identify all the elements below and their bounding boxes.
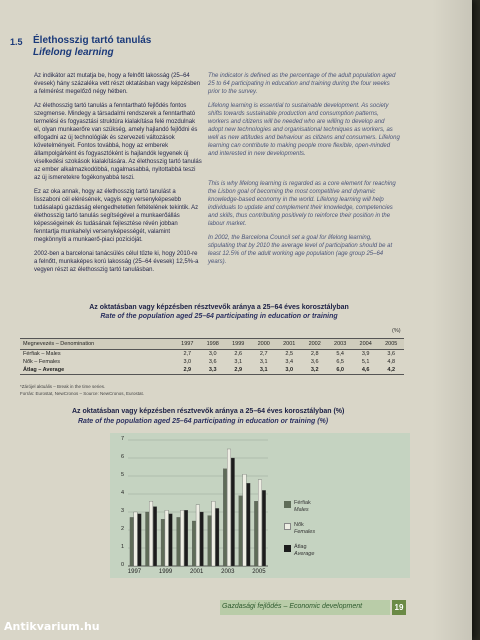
bar-average-2002 xyxy=(216,508,219,566)
right-paragraph: In 2002, the Barcelona Council set a goal for lifelong learning, stipulating that by 2010 the average level of participation should be at least 12.5% of the adult working age population (age group 25–64 years). xyxy=(208,235,393,265)
table-header-year: 2005 xyxy=(378,339,404,350)
table-cell: 3,6 xyxy=(387,351,396,357)
table-cell: 3,0 xyxy=(183,359,192,365)
table-cell: 6,5 xyxy=(336,359,344,365)
right-paragraph: This is why lifelong learning is regarded as a core element for reaching the Lisbon goal of becoming the most competitive and dynamic knowledge-based economy in the world. Lifelong learning will help individuals to update and complement their knowledge, competencies and skills, thus contributing positively to reinforce their position in the labour market. xyxy=(208,181,396,227)
bar-average-1999 xyxy=(169,514,172,566)
table-header-year: 2002 xyxy=(302,339,327,350)
bar-average-1997 xyxy=(138,514,141,566)
table-header-year: 2001 xyxy=(276,339,301,350)
table-title-en: Rate of the population aged 25–64 participating in education or training xyxy=(100,313,338,320)
table-cell: 2,7 xyxy=(183,351,192,357)
section-title-hu: Élethosszig tartó tanulás xyxy=(33,35,152,46)
table-header-year: 1997 xyxy=(175,339,200,350)
bar-average-2003 xyxy=(231,458,234,566)
chart-subtitle: Rate of the population aged 25–64 participating in education or training (%) xyxy=(78,418,329,425)
left-paragraph: 2002-ben a barcelonai tanácsülés célul tűzte ki, hogy 2010-re a felnőtt, munkaképes korú lakosság (25–64 évesek) 12,5%-a vegyen részt az élethosszig tartó tanulásban. xyxy=(34,251,199,273)
left-paragraph: Az élethosszig tartó tanulás a fenntartható fejlődés fontos szegmense. Mindegy a társadalmi rendszerek a fenntartható termelési és fogyasztási struktúra kialakítása felé mozdulnak el, olyan munkaerőre van szükség, amely hajlandó fejlődni és elfogadni az új technológiák és szervezeti változások követelményeit. Fontos továbbá, hogy az emberek állampolgárként és fogyasztóként is hajlandók legyenek új viselkedési szokások kialakítására. Az élethosszig tartó tanulás az ember alkalmazkodóbbá, rugalmasabbá, nyitottabbá teszi az új ismeretekre fogékonyabbá teszi. xyxy=(34,103,202,181)
row-label: Férfiak – Males xyxy=(23,351,61,357)
right-paragraph: Lifelong learning is essential to sustainable development. As society shifts towards sustainable production and consumption patterns, workers and citizens will be needed who are willing to develop and adopt new technologies and organisational techniques as workers, as well as new attitudes and behaviour as citizens and consumers. Lifelong learning can contribute to making people more flexible, open-minded and interested in new developments. xyxy=(208,103,400,157)
table-cell: 3,1 xyxy=(259,359,268,365)
bar-females-1998 xyxy=(149,501,152,566)
table-cell: 4,2 xyxy=(378,366,404,375)
bar-average-1998 xyxy=(153,507,156,566)
table-cell: 6,0 xyxy=(327,366,352,375)
bar-average-2001 xyxy=(200,512,203,566)
bar-females-2003 xyxy=(227,449,230,566)
y-tick-label: 1 xyxy=(120,544,124,550)
row-label: Nők – Females xyxy=(23,359,60,365)
left-paragraph: Az indikátor azt mutatja be, hogy a felnőtt lakosság (25–64 évesek) hány százaléka vett részt oktatásban vagy képzésben a felmérést megelőző négy hétben. xyxy=(34,73,201,95)
x-tick-label: 2003 xyxy=(221,569,235,575)
table-cell: 3,1 xyxy=(234,359,243,365)
legend-label xyxy=(294,522,315,536)
y-tick-label: 6 xyxy=(120,454,124,460)
legend-label xyxy=(294,544,314,558)
table-cell: 2,8 xyxy=(310,351,319,357)
legend-label-en: Average xyxy=(294,551,315,557)
bar-males-2004 xyxy=(239,496,242,566)
table-title-hu: Az oktatásban vagy képzésben résztvevők aránya a 25–64 éves korosztályban xyxy=(89,304,349,311)
table-cell: 2,9 xyxy=(175,366,200,375)
bar-females-2004 xyxy=(243,474,246,566)
legend-swatch xyxy=(284,523,291,530)
x-tick-label: 2005 xyxy=(252,569,266,575)
table-cell: 3,6 xyxy=(310,359,319,365)
table-cell: 5,4 xyxy=(336,351,344,357)
bar-males-2003 xyxy=(223,469,226,566)
bar-males-1997 xyxy=(130,517,133,566)
y-tick-label: 3 xyxy=(120,508,124,514)
bar-males-2002 xyxy=(208,516,211,566)
footer-text: Gazdasági fejlődés – Economic development xyxy=(222,603,363,610)
legend-label xyxy=(294,500,311,514)
bar-females-2005 xyxy=(258,480,261,566)
table-cell: 4,6 xyxy=(353,366,378,375)
legend-label-en: Males xyxy=(294,507,309,513)
table-header-year: 2003 xyxy=(327,339,352,350)
section-number: 1.5 xyxy=(10,37,23,47)
bar-males-2000 xyxy=(177,517,180,566)
bar-females-1997 xyxy=(134,512,137,566)
table-cell: 5,1 xyxy=(361,359,370,365)
bar-females-2002 xyxy=(212,501,215,566)
legend-swatch xyxy=(284,545,291,552)
legend-label-hu: Férfiak xyxy=(294,500,311,506)
table-cell: 2,7 xyxy=(259,351,268,357)
table-cell: 2,5 xyxy=(285,351,294,357)
bar-average-2005 xyxy=(262,490,265,566)
bar-females-2001 xyxy=(196,505,199,566)
y-tick-label: 0 xyxy=(120,562,124,568)
table-header-year: 1999 xyxy=(226,339,251,350)
table-cell: 3,9 xyxy=(361,351,370,357)
bar-males-2005 xyxy=(254,501,257,566)
table-cell: 3,1 xyxy=(251,366,276,375)
table-cell: 2,6 xyxy=(234,351,243,357)
table-cell: 3,6 xyxy=(208,359,217,365)
legend-label-hu: Nők xyxy=(294,522,304,528)
table-cell: 2,9 xyxy=(226,366,251,375)
table-note: *Zárójel aktuális – Break in the time series. xyxy=(20,384,106,389)
section-title-en: Lifelong learning xyxy=(33,47,114,58)
table-header-year: 1998 xyxy=(200,339,225,350)
bar-average-2004 xyxy=(247,483,250,566)
chart-title: Az oktatásban vagy képzésben résztvevők aránya a 25–64 éves korosztályban (%) xyxy=(72,408,345,415)
table-cell: 3,4 xyxy=(285,359,294,365)
bar-males-2001 xyxy=(192,521,195,566)
table-cell: 3,2 xyxy=(302,366,327,375)
table-source: Forrás: Eurostat, NewCronos – Source: NewCronos, Eurostat. xyxy=(20,391,145,396)
x-tick-label: 1997 xyxy=(127,569,142,575)
table-cell: 4,8 xyxy=(387,359,396,365)
bar-males-1998 xyxy=(146,512,149,566)
legend-label-en: Females xyxy=(294,529,316,535)
table-header-year: 2004 xyxy=(353,339,378,350)
page-number: 19 xyxy=(392,600,406,615)
table-cell: 3,0 xyxy=(208,351,217,357)
table-unit: (%) xyxy=(392,328,401,334)
legend-swatch xyxy=(284,501,291,508)
y-tick-label: 5 xyxy=(120,472,124,478)
table-cell: 3,0 xyxy=(276,366,301,375)
watermark-text: Antikvarium.hu xyxy=(4,620,100,633)
table-header-year: 2000 xyxy=(251,339,276,350)
y-tick-label: 4 xyxy=(120,490,124,496)
x-tick-label: 2001 xyxy=(190,569,204,575)
y-tick-label: 2 xyxy=(120,526,124,532)
y-tick-label: 7 xyxy=(120,436,124,442)
bar-females-1999 xyxy=(165,510,168,566)
bar-average-2000 xyxy=(184,510,187,566)
table-header-label: Megnevezés – Denomination xyxy=(20,339,175,350)
bar-males-1999 xyxy=(161,519,164,566)
bar-females-2000 xyxy=(181,510,184,566)
row-label: Átlag – Average xyxy=(20,366,175,375)
x-tick-label: 1999 xyxy=(158,569,173,575)
legend-label-hu: Átlag xyxy=(294,544,307,550)
right-paragraph: The indicator is defined as the percentage of the adult population aged 25 to 64 participating in education and training during the four weeks prior to the survey. xyxy=(208,73,396,95)
table-cell: 3,3 xyxy=(200,366,225,375)
left-paragraph: Ez az oka annak, hogy az élethosszig tartó tanulást a lisszaboni cél elérésének, vagyis egy versenyképesebb tudásalapú gazdaság elengedhetetlen feltételének tekintik. Az élethosszig tartó tanulás segítségével a munkaerőállás képességeinek és tudásának fejlesztése révén jobban fenntartja munkahelyi versenyképességét, valamint megkönnyíti a munkaerő-piaci pozícióját. xyxy=(34,189,199,243)
